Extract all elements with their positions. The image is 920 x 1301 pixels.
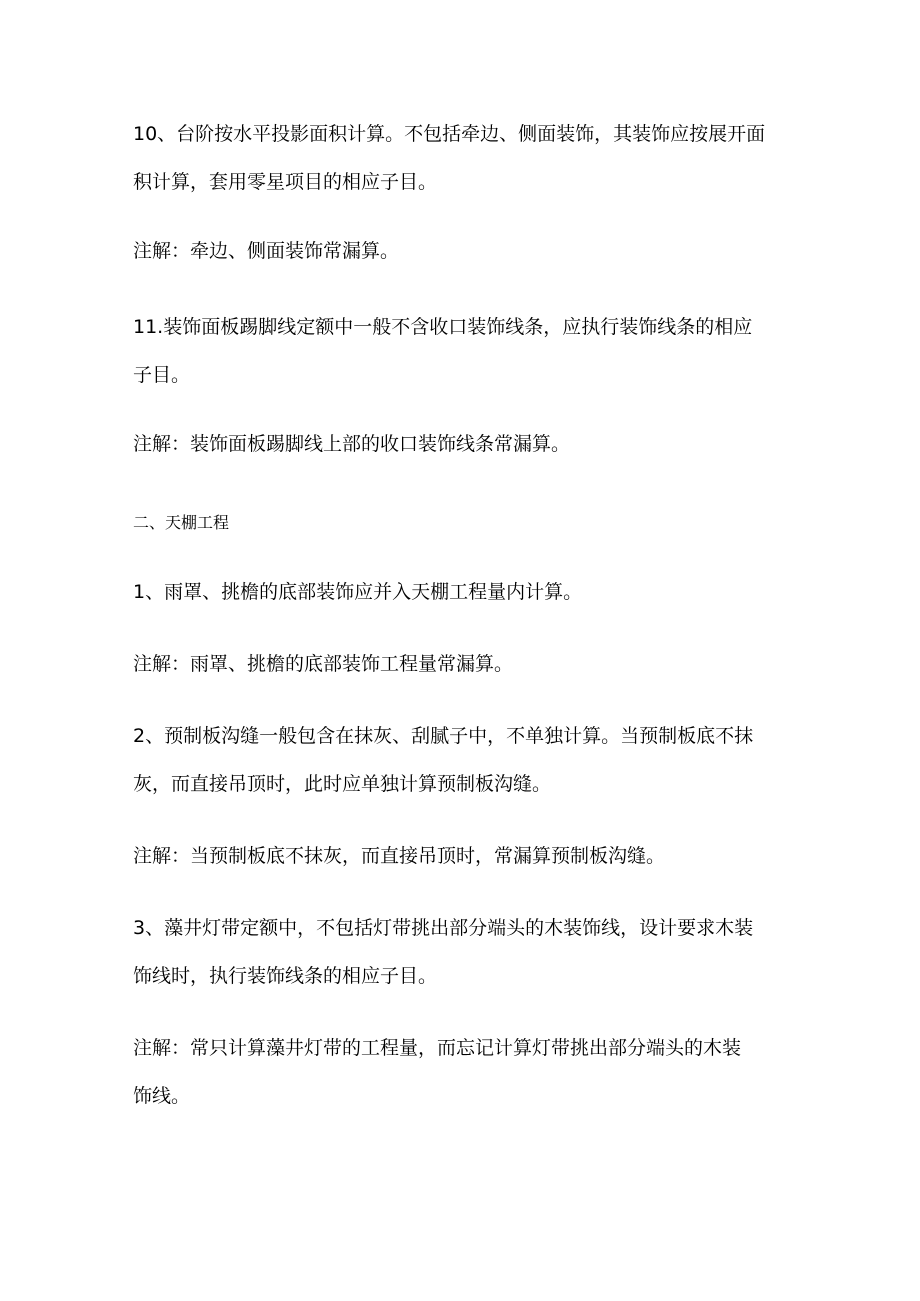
note-ceiling-1 (133, 640, 813, 688)
paragraph-item-10 (133, 110, 813, 206)
text-line: 饰线时，执行装饰线条的相应子目。 (133, 965, 438, 987)
text-line: 注解：雨罩、挑檐的底部装饰工程量常漏算。 (133, 653, 514, 675)
text-line: 注解：牵边、侧面装饰常漏算。 (133, 240, 400, 262)
paragraph-ceiling-3 (133, 904, 813, 1000)
text-line: 子目。 (133, 364, 191, 386)
section-heading-ceiling: 二、天棚工程 (133, 513, 230, 532)
text-line: 10、台阶按水平投影面积计算。不包括牵边、侧面装饰，其装饰应按展开面 (133, 123, 766, 145)
text-line: 3、藻井灯带定额中，不包括灯带挑出部分端头的木装饰线，设计要求木装 (133, 917, 754, 939)
note-item-10 (133, 227, 813, 275)
paragraph-item-11 (133, 303, 813, 399)
note-item-11 (133, 420, 813, 468)
paragraph-ceiling-2 (133, 712, 813, 808)
text-line: 注解：常只计算藻井灯带的工程量，而忘记计算灯带挑出部分端头的木装 (133, 1037, 742, 1059)
paragraph-ceiling-1 (133, 568, 813, 616)
text-line: 积计算，套用零星项目的相应子目。 (133, 171, 438, 193)
text-line: 灰，而直接吊顶时，此时应单独计算预制板沟缝。 (133, 773, 552, 795)
text-line: 注解：当预制板底不抹灰，而直接吊顶时，常漏算预制板沟缝。 (133, 845, 666, 867)
text-line: 1、雨罩、挑檐的底部装饰应并入天棚工程量内计算。 (133, 581, 583, 603)
text-line: 饰线。 (133, 1085, 191, 1107)
note-ceiling-2 (133, 832, 813, 880)
text-line: 11.装饰面板踢脚线定额中一般不含收口装饰线条，应执行装饰线条的相应 (133, 316, 753, 338)
text-line: 2、预制板沟缝一般包含在抹灰、刮腻子中，不单独计算。当预制板底不抹 (133, 725, 754, 747)
text-line: 注解：装饰面板踢脚线上部的收口装饰线条常漏算。 (133, 433, 571, 455)
note-ceiling-3 (133, 1024, 813, 1120)
